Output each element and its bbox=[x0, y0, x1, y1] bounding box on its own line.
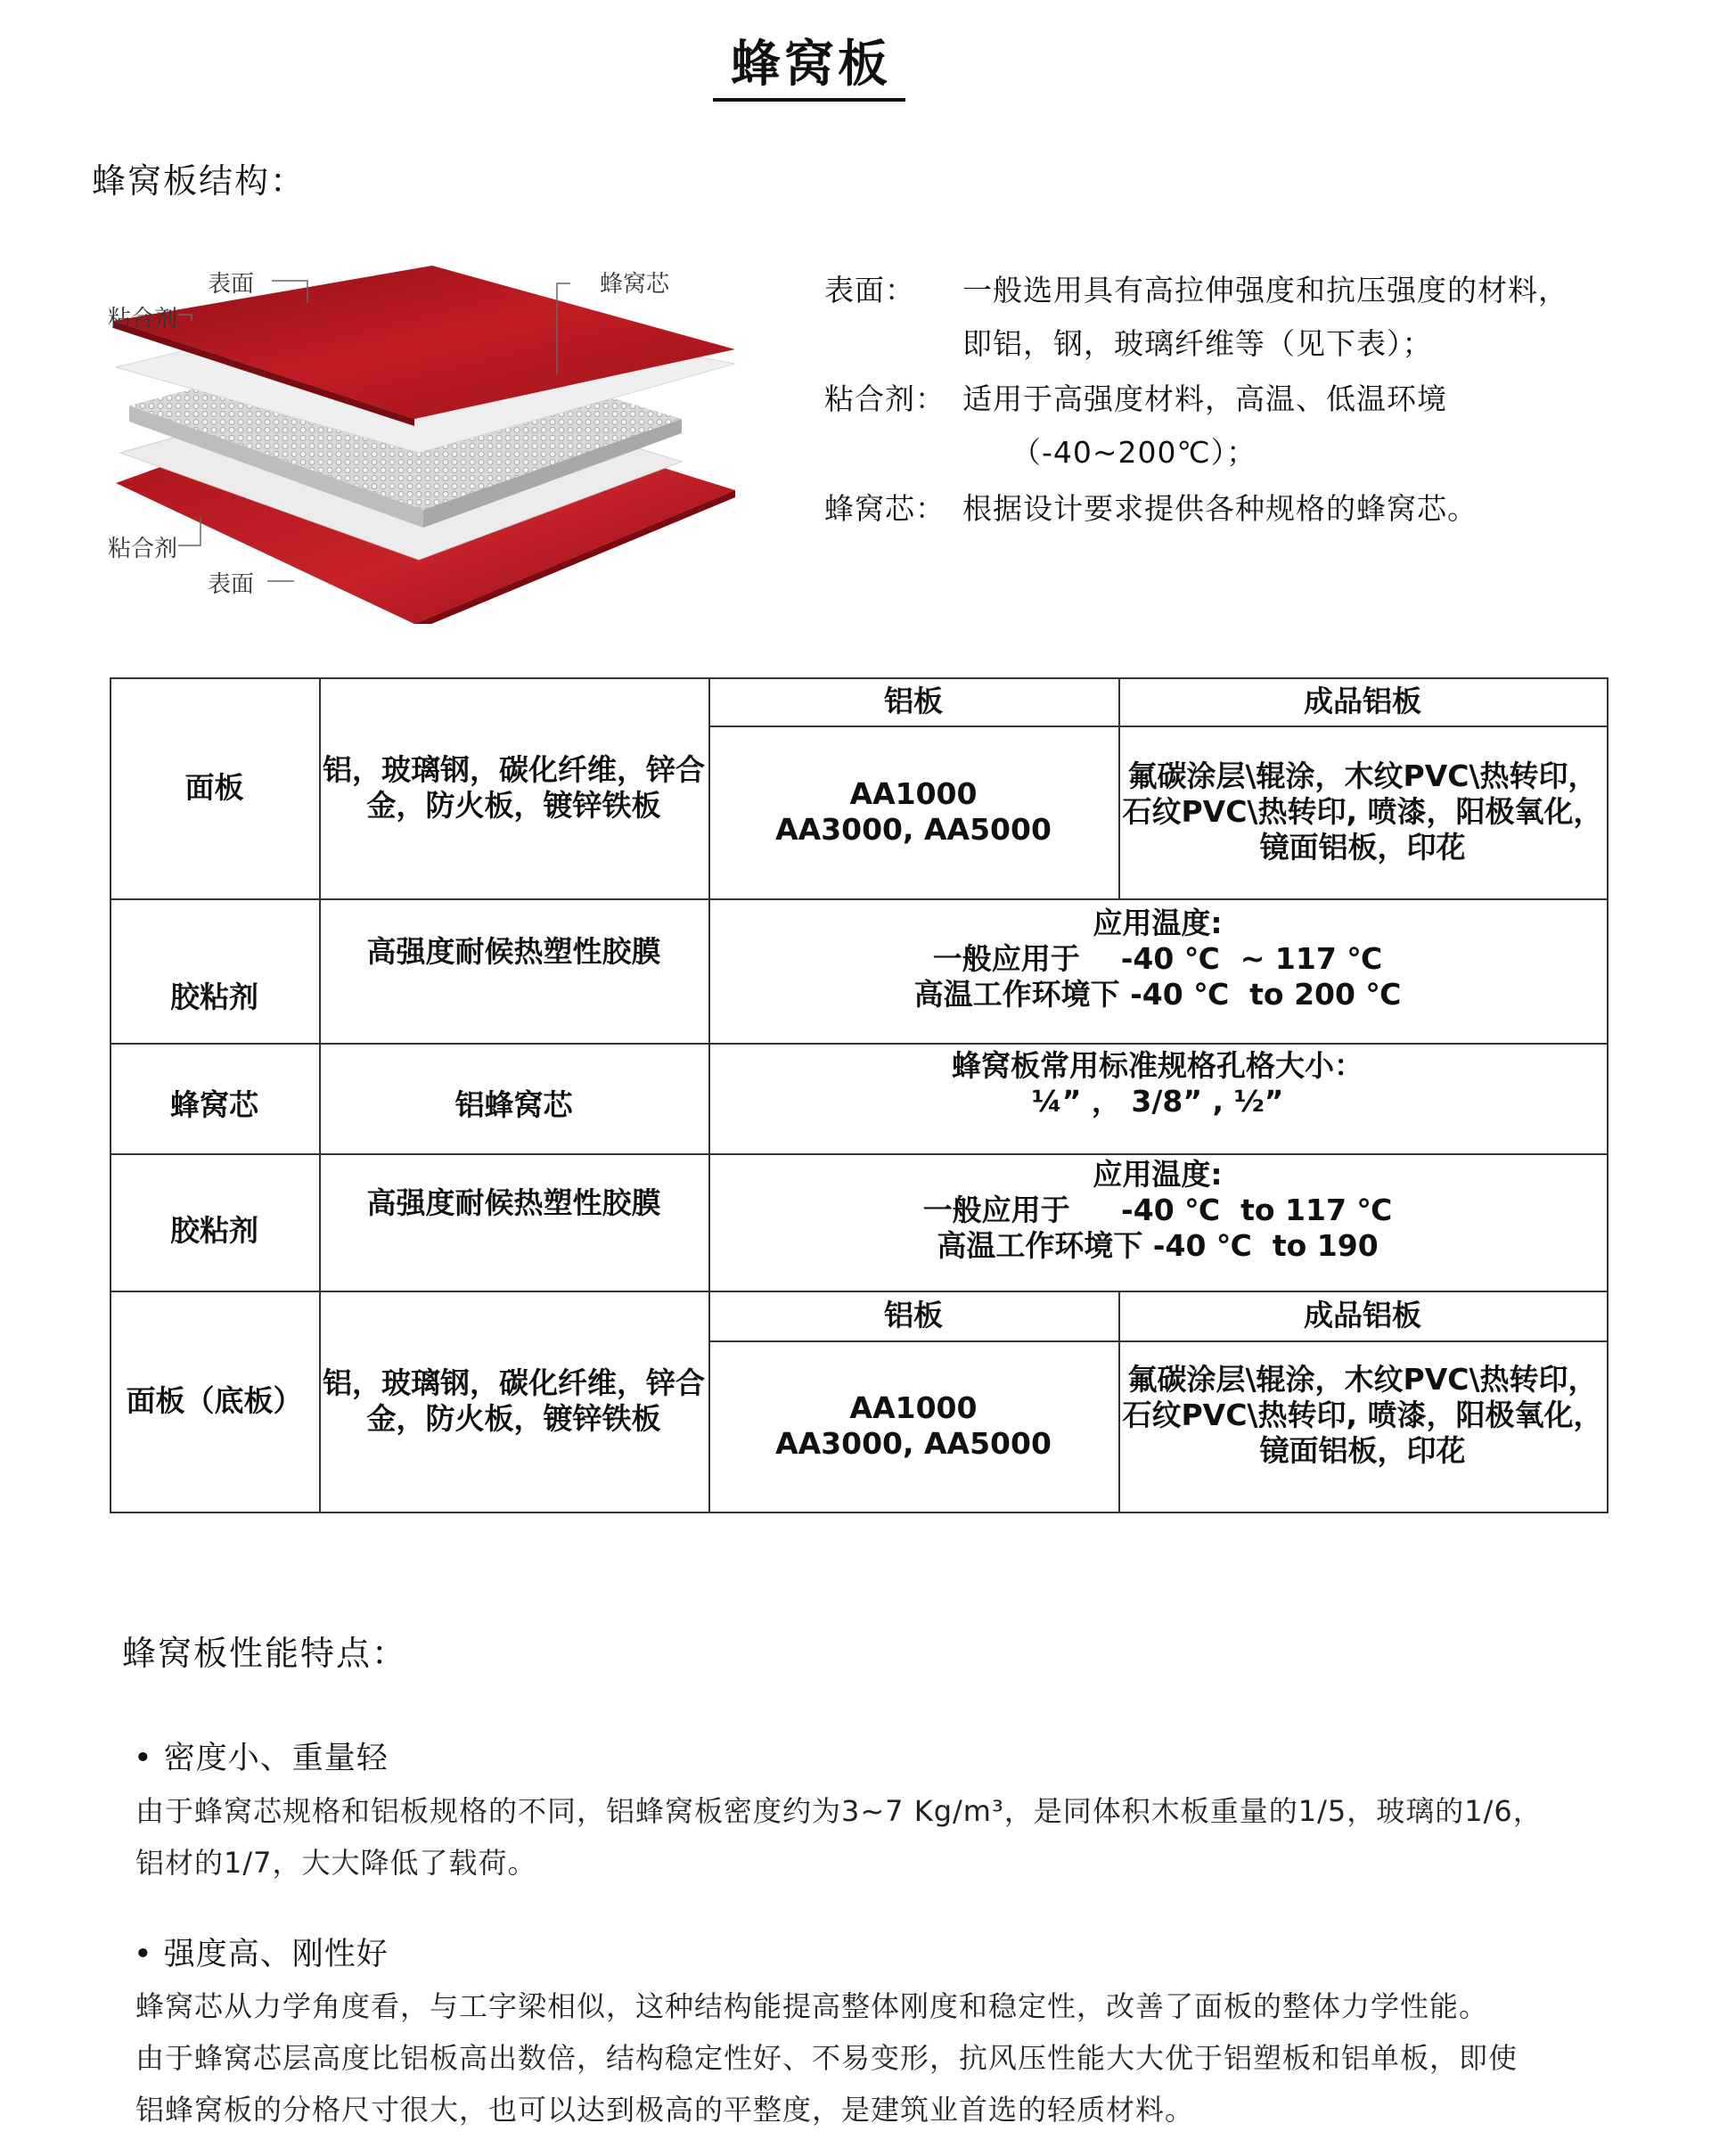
adhesive-label: 粘合剂： bbox=[824, 381, 946, 416]
row-panel-col-b-header: 成品铝板 bbox=[1304, 684, 1421, 718]
surface-text-2: 即铝，钢，玻璃纤维等（见下表）； bbox=[962, 326, 1433, 361]
row-adhesive-name: 胶粘剂 bbox=[170, 980, 258, 1014]
row-bottom-panel-col-a-header: 铝板 bbox=[884, 1298, 943, 1332]
row-bottom-panel-col-b: 氟碳涂层\辊涂，木纹PVC\热转印， 石纹PVC\热转印, 喷漆，阳极氧化， 镜面铝板，印花 bbox=[1122, 1362, 1603, 1468]
features-heading: 蜂窝板性能特点： bbox=[122, 1634, 408, 1673]
feature-1-text: 由于蜂窝芯规格和铝板规格的不同，铝蜂窝板密度约为3~7 Kg/m³，是同体积木板重量的1/5，玻璃的1/6， 铝材的1/7，大大降低了载荷。 bbox=[135, 1794, 1543, 1880]
feature-1-title: • 密度小、重量轻 bbox=[134, 1741, 389, 1776]
row-panel-col-a-header: 铝板 bbox=[884, 684, 943, 718]
row-core-name: 蜂窝芯 bbox=[170, 1087, 258, 1122]
row-bottom-panel-col-b-header: 成品铝板 bbox=[1304, 1298, 1421, 1332]
row-adhesive2-material: 高强度耐候热塑性胶膜 bbox=[366, 1185, 661, 1220]
row-bottom-panel-col-a: AA1000 AA3000, AA5000 bbox=[775, 1390, 1052, 1461]
label-bottom-surface: 表面 bbox=[208, 571, 255, 598]
row-bottom-panel-name: 面板（底板） bbox=[126, 1383, 303, 1418]
title-underline bbox=[713, 98, 905, 102]
row-panel-col-b: 氟碳涂层\辊涂，木纹PVC\热转印， 石纹PVC\热转印, 喷漆，阳极氧化， 镜面铝板，印花 bbox=[1122, 758, 1603, 865]
label-bottom-adhesive: 粘合剂 bbox=[108, 536, 178, 562]
structure-heading: 蜂窝板结构： bbox=[92, 161, 307, 201]
structure-diagram bbox=[102, 250, 744, 624]
row-panel-col-a: AA1000 AA3000, AA5000 bbox=[775, 776, 1052, 847]
surface-text-1: 一般选用具有高拉伸强度和抗压强度的材料， bbox=[962, 273, 1568, 307]
feature-2-title: • 强度高、刚性好 bbox=[134, 1937, 389, 1972]
page-title: 蜂窝板 bbox=[731, 36, 891, 94]
row-adhesive2-name: 胶粘剂 bbox=[170, 1213, 258, 1248]
row-panel-name: 面板 bbox=[184, 770, 244, 805]
row-bottom-panel-material: 铝，玻璃钢，碳化纤维，锌合 金，防火板，镀锌铁板 bbox=[323, 1365, 705, 1436]
surface-label: 表面： bbox=[824, 273, 915, 307]
row-adhesive-material: 高强度耐候热塑性胶膜 bbox=[366, 934, 661, 969]
row-core-spec: 蜂窝板常用标准规格孔格大小： ¼” ， 3/8” , ½” bbox=[952, 1048, 1363, 1119]
row-panel-material: 铝，玻璃钢，碳化纤维，锌合 金，防火板，镀锌铁板 bbox=[323, 752, 705, 823]
row-adhesive2-spec: 应用温度: 一般应用于 -40 ℃ to 117 ℃ 高温工作环境下 -40 ℃ to 190 bbox=[922, 1157, 1393, 1263]
specification-table bbox=[110, 677, 1609, 1513]
label-top-surface: 表面 bbox=[208, 271, 255, 298]
label-core: 蜂窝芯 bbox=[600, 271, 670, 298]
adhesive-text-1: 适用于高强度材料，高温、低温环境 bbox=[962, 381, 1447, 416]
core-label: 蜂窝芯： bbox=[824, 491, 946, 526]
core-text-1: 根据设计要求提供各种规格的蜂窝芯。 bbox=[962, 491, 1478, 526]
label-top-adhesive: 粘合剂 bbox=[108, 306, 178, 332]
honeycomb-layers-illustration bbox=[102, 250, 744, 624]
row-adhesive-spec: 应用温度: 一般应用于 -40 ℃ ~ 117 ℃ 高温工作环境下 -40 ℃ to 200 ℃ bbox=[913, 906, 1402, 1012]
row-core-material: 铝蜂窝芯 bbox=[454, 1087, 573, 1122]
adhesive-text-2: （-40~200℃）； bbox=[1011, 435, 1257, 470]
feature-2-text: 蜂窝芯从力学角度看，与工字梁相似，这种结构能提高整体刚度和稳定性，改善了面板的整体力学性能。 由于蜂窝芯层高度比铝板高出数倍，结构稳定性好、不易变形，抗风压性能大大优于铝塑板和铝单板，即使 铝蜂窝板的分格尺寸很大，也可以达到极高的平整度，是建筑业首选的轻质材料。 bbox=[135, 1989, 1519, 2127]
